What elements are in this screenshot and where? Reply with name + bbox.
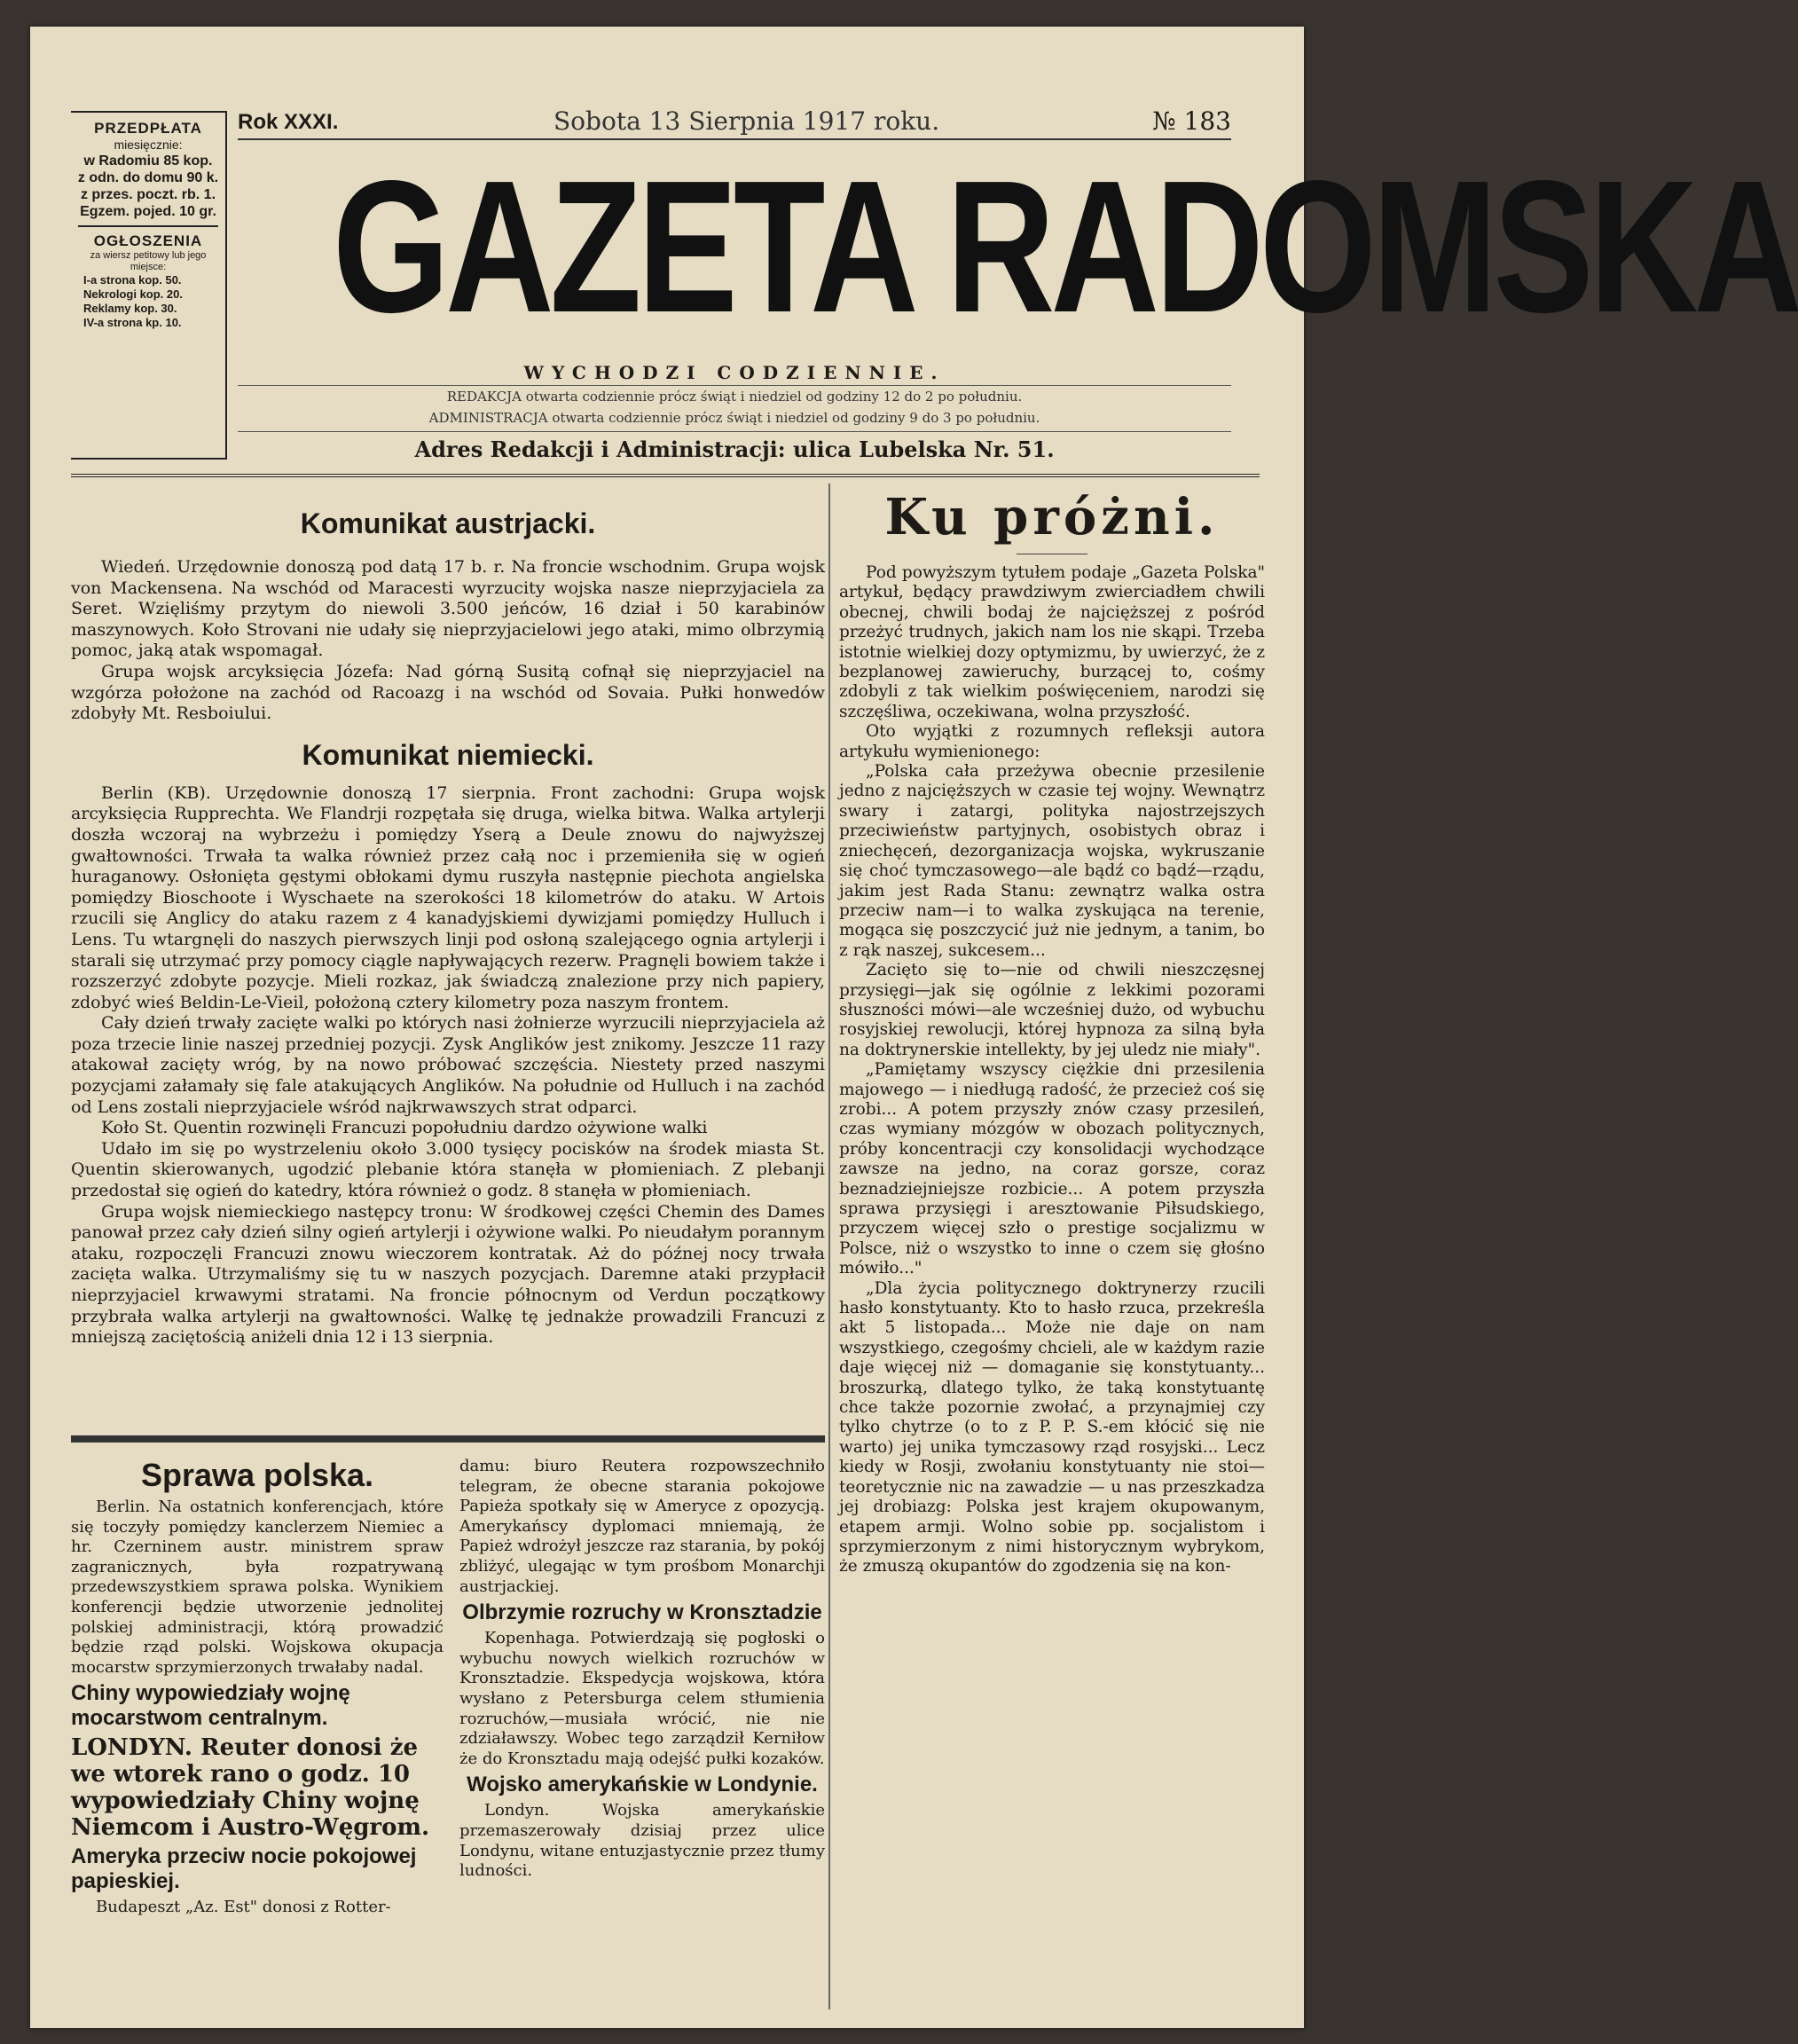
austrian-paragraph: Grupa wojsk arcyksięcia Józefa: Nad górną Susitą cofnął się nieprzyjaciel na wzgórza położone na zachód od Racoazg i na wschód od Sovaia. Pułki honwedów zdobyły Mt. Resboiului. (71, 661, 825, 724)
german-paragraph: Cały dzień trwały zacięte walki po których nasi żołnierze wyrzucili nieprzyjaciela aż poza trzecie linie naszej przedniej pozycji. Zysk Anglików jest znikomy. Jeszcze 11 razy atakował zacięty wróg, by na nowo próbować szczęścia. Niestety przed naszymi pozycjami załamały się fale atakujących Anglików. Na południe od Hulluch i na zachód od Lens zostali nieprzyjaciele wśród najkrwawszych strat odparci. (71, 1013, 825, 1117)
china-headline: Chiny wypowiedziały wojnę mocarstwom centralnym. (71, 1681, 350, 1731)
subscription-title: PRZEDPŁATA (94, 120, 202, 137)
editorial-column (839, 488, 1265, 1577)
german-headline: Komunikat niemiecki. (302, 738, 594, 771)
middle-paragraph: Kopenhaga. Potwierdzają się pogłoski o wybuchu nowych wielkich rozruchów w Kronsztadzie. Ekspedycja wojskowa, która wysłano z Petersburga celem stłumienia rozruchów,—musiała wrócić, nie nie zdziaławszy. Wobec tego zarządził Kerniłow że do Kronsztadu mają odejść pułki kozaków. (459, 1629, 825, 1768)
editorial-paragraph: „Polska cała przeżywa obecnie przesilenie jedno z najcięższych w czasie tej wojny. Wewnątrz swary i zatargi, polityka najostrzejszych przeciwieństw partyjnych, osobistych obraz i zniechęceń, dezorganizacja wojska, wykruszanie się choć tymczasowego—ale bądź co bądź—rządu, jakim jest Rada Stanu: zewnątrz walka ostra przeciw nam—i to walka zyskująca na terenie, mogąca się poszczycić już nie jednym, a tanim, bo z rąk naszej, sukcesem... (839, 762, 1265, 960)
issue-date: Sobota 13 Sierpnia 1917 roku. (554, 106, 940, 136)
subscription-box (71, 111, 227, 460)
polish-headline: Sprawa polska. (140, 1457, 374, 1493)
middle-paragraph: Londyn. Wojska amerykańskie przemaszerowały dzisiaj przez ulice Londynu, witane entuzjastycznie przez tłumy ludności. (459, 1801, 825, 1881)
german-paragraph: Grupa wojsk niemieckiego następcy tronu: W środkowej części Chemin des Dames panował przez cały dzień silny ogień artylerji i ożywione walki. Po nieudałym porannym ataku, rozpoczęli Francuzi znowu wieczorem kontratak. Aż do późnej nocy trwała zacięta walka. Utrzymaliśmy się tu w naszych pozycjach. Daremne ataki przypłacił nieprzyjaciel krwawymi stratami. Na froncie północnym od Verdun początkowy przybrała walka artylerji na gwałtowności. Walkę tę jednakże prowadzili Francuzi z mniejszą zaciętością aniżeli dnia 12 i 13 sierpnia. (71, 1201, 825, 1348)
ads-line: Nekrologi kop. 20. (83, 287, 183, 301)
masthead-title: GAZETA RADOMSKA (333, 141, 1798, 351)
editorial-paragraph: Zacięto się to—nie od chwili nieszczęsnej przysięgi—jak się ogólnie z lekkimi pozorami słuszności mówi—ale wcześniej dużo, od wybuchu rosyjskiej rewolucji, której hypnoza za silną była na doktrynerskie intellekty, by jej uledz nie miały". (839, 961, 1265, 1059)
newspaper-page (30, 27, 1798, 2028)
subscription-line: miesięcznie: (114, 138, 183, 152)
masthead-subtitle: WYCHODZI CODZIENNIE. (523, 362, 946, 383)
ads-title: OGŁOSZENIA (93, 232, 203, 249)
ads-line: Reklamy kop. 30. (83, 302, 177, 315)
austrian-paragraph: Wiedeń. Urzędownie donoszą pod datą 17 b. r. Na froncie wschodnim. Grupa wojsk von Mackensena. Na wschód od Maracesti wyrzucity wojska nasze nieprzyjaciela za Seret. Wzięliśmy przytym do niewoli 3.500 jeńców, 16 dział i 50 karabinów maszynowych. Koło Strovani nie udały się nieprzyjacielowi jego ataki, mimo olbrzymią pomoc, jaką atak wspomagał. (71, 557, 825, 661)
america-headline: Ameryka przeciw nocie pokojowej papieskiej. (71, 1844, 417, 1894)
editorial-paragraph: „Pamiętamy wszyscy ciężkie dni przesilenia majowego — i niedługą radość, że przecież coś się zrobi... A potem przyszły znów czasy przesileń, czas wymiany mózgów w obozach politycznych, próby koncentracji czy konsolidacji wychodzące zawsze na jedno, na coraz gorsze, coraz beznadziejniejsze rozbicie... A potem przyszła sprawa przysięgi i aresztowanie Piłsudskiego, przyczem więcej szło o prestige socjalizmu w Polsce, niż o wszystko to inne o czem się głośno mówiło..." (839, 1060, 1265, 1278)
london-headline: LONDYN. Reuter donosi że we wtorek rano o godz. 10 wypowiedziały Chiny wojnę Niemcom i Austro-Węgrom. (71, 1734, 430, 1842)
polish-column (71, 1457, 444, 1918)
london-troops-headline: Wojsko amerykańskie w Londynie. (467, 1773, 818, 1797)
admin-hours: ADMINISTRACJA otwarta codziennie prócz świąt i niedziel od godziny 9 do 3 po południu. (428, 410, 1040, 426)
subscription-line: z przes. poczt. rb. 1. (80, 187, 216, 202)
subscription-line: Egzem. pojed. 10 gr. (80, 204, 216, 219)
budapest-paragraph: Budapeszt „Az. Est" donosi z Rotter- (96, 1898, 391, 1917)
subscription-line: w Radomiu 85 kop. (83, 153, 213, 169)
left-column (71, 488, 825, 1348)
german-paragraph: Udało im się po wystrzeleniu około 3.000 tysięcy pocisków na środek miasta St. Quentin skierowanych, ugodzić plebanie która stanęła w płomieniach. Z plebanji przedostał się ogień do katedry, która również o godz. 8 stanęła w płomieniach. (71, 1138, 825, 1201)
ads-sub: za wiersz petitowy lub jego miejsce: (90, 250, 207, 272)
editorial-hours: REDAKCJA otwarta codziennie prócz świąt i niedziel od godziny 12 do 2 po południu. (446, 389, 1023, 405)
editorial-paragraph: „Dla życia politycznego doktrynerzy rzucili hasło konstytuanty. Kto to hasło rzuca, przekreśla akt 5 listopada... Może nie daje on nam wszystkiego, czegośmy chcieli, ale w każdym razie daje więcej niż — domaganie się konstytuanty... broszurką, dlatego tylko, że taką konstytuantę chce także pozornie zwołać, a przynajmiej czy tylko chytrze (o to z P. P. S.-em kłócić się nie warto) jej unika tymczasowy rząd rosyjski... Lecz kiedy w Rosji, zwołaniu konstytuanty nie stoi—teoretycznie nic na zawadzie — u nas przeszkadza jej drobiazg: Polska jest krajem okupowanym, etapem armji. Wolno sobie pp. socjalistom i sprzymierzonym z nimi historycznym wybrykom, że zmuszą okupantów do zgodzenia się na kon- (839, 1278, 1265, 1576)
subscription-line: z odn. do domu 90 k. (77, 170, 219, 185)
section-separator (71, 1435, 825, 1443)
issue-number: № 183 (1152, 106, 1231, 136)
austrian-headline: Komunikat austrjacki. (300, 507, 596, 539)
ads-line: I-a strona kop. 50. (83, 273, 182, 287)
polish-paragraph: Berlin. Na ostatnich konferencjach, które się toczyły pomiędzy kanclerzem Niemiec a hr. Czerninem austr. ministrem spraw zagranicznych, była rozpatrywaną przedewszystkiem sprawa polska. Wynikiem konferencji będzie utworzenie jednolitej polskiej administracji, którą prowadzić będzie rząd polski. Wojskowa okupacja mocarstw sprzymierzonych trwałaby nadal. (71, 1498, 444, 1677)
kronstadt-headline: Olbrzymie rozruchy w Kronsztadzie (462, 1600, 822, 1625)
ads-line: IV-a strona kp. 10. (83, 316, 182, 329)
address-line: Adres Redakcji i Administracji: ulica Lubelska Nr. 51. (414, 436, 1055, 462)
middle-paragraph: damu: biuro Reutera rozpowszechniło telegram, że obecne starania pokojowe Papieża spotkały się w Ameryce z opozycją. Amerykańscy dyplomaci mniemają, że Papież wdrożył jeszcze raz starania, by pokój zbliżyć, ulegając w tym prośbom Monarchji austrjackiej. (459, 1457, 825, 1596)
editorial-paragraph: Oto wyjątki z rozumnych refleksji autora artykułu wymienionego: (839, 722, 1265, 761)
editorial-headline: Ku próżni. (884, 488, 1220, 546)
editorial-paragraph: Pod powyższym tytułem podaje „Gazeta Polska" artykuł, będący prawdziwym zwierciadłem chwili obecnej, chwili bodaj że najcięższej z pośród przeżyć trudnych, jakich nam los nie skąpi. Trzeba istotnie wielkiej dozy optymizmu, by uwierzyć, że z bezplanowej zawieruchy, burzącej to, cośmy zdobyli z tak wielkim poświęceniem, narodzi się szczęśliwa, oczekiwana, wolna przyszłość. (839, 563, 1265, 721)
german-paragraph: Koło St. Quentin rozwinęli Francuzi popołudniu dardzo ożywione walki (101, 1118, 708, 1138)
german-paragraph: Berlin (KB). Urzędownie donoszą 17 sierpnia. Front zachodni: Grupa wojsk arcyksięcia Rupprechta. We Flandrji rozpętała się druga, wielka bitwa. Walka artylerji doszła wczoraj na wybrzeżu i pomiędzy Yserą a Deule znowu do najwyższej gwałtowności. Trwała ta walka również przez całą noc i przemieniła się w ogień huraganowy. Osłonięta gęstymi obłokami dymu ruszyła następnie piechota angielska pomiędzy Bioschoote i Wyschaete na szerokości 18 kilometrów do ataku. W Artois rzucili się Anglicy do ataku razem z 4 kanadyjskiemi dywizjami pomiędzy Hulluch i Lens. Tu wtargnęli do naszych pierwszych linji pod osłoną szalejącego ognia artylerji i starali się utrzymać przy pomocy ciągle napływających rezerw. Pragnęli bowiem także i rozszerzyć zdobyte pozycje. Mieli rozkaz, jak świadczą znalezione przy nich papiery, zdobyć wieś Beldin-Le-Vieil, położoną cztery kilometry poza naszym frontem. (71, 782, 825, 1012)
volume: Rok XXXI. (238, 110, 339, 134)
middle-column (459, 1457, 825, 1882)
